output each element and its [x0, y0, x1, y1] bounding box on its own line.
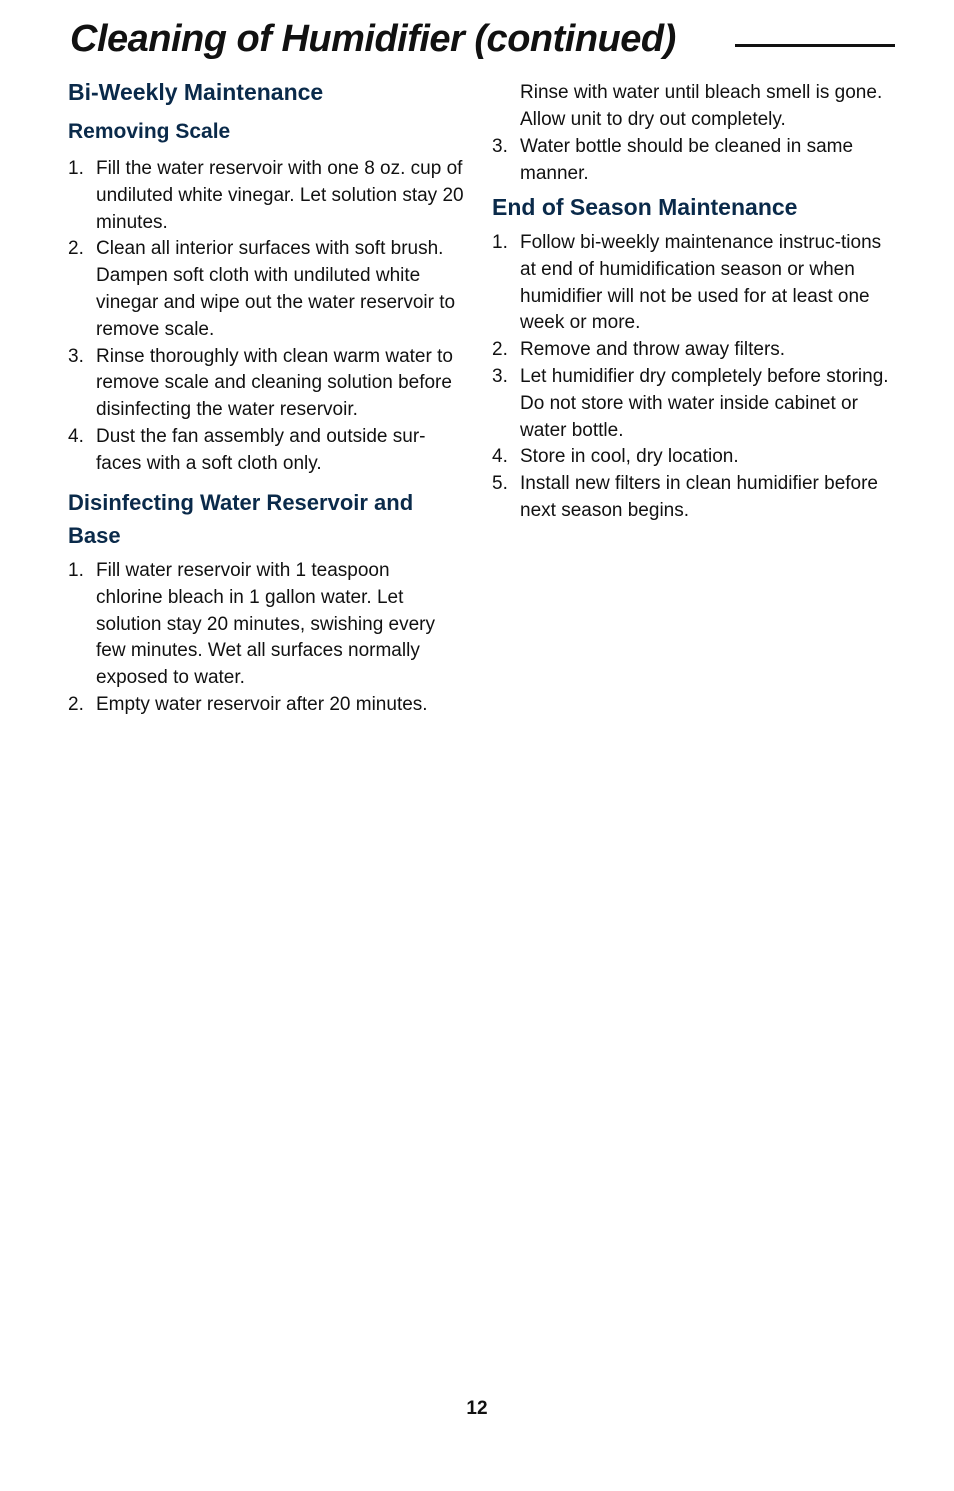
list-item	[68, 692, 440, 719]
list-item	[68, 344, 468, 424]
continued-text: Rinse with water until bleach smell is gone. Allow unit to dry out completely.	[520, 82, 883, 130]
item-number: 3.	[492, 365, 508, 387]
title-rule	[735, 44, 895, 47]
list-item	[492, 337, 897, 364]
list-item	[492, 444, 897, 471]
item-text: Water bottle should be cleaned in same manner.	[520, 136, 854, 184]
item-number: 5.	[492, 473, 508, 495]
list-item	[492, 134, 897, 188]
biweekly-heading: Bi-Weekly Maintenance	[68, 79, 324, 105]
item-number: 1.	[68, 158, 84, 179]
item-number: 2.	[68, 693, 84, 715]
list-item	[68, 236, 468, 343]
page-number: 12	[466, 1398, 488, 1419]
page-title: Cleaning of Humidifier (continued)	[70, 18, 676, 60]
item-number: 3.	[492, 136, 508, 157]
item-text: Fill water reservoir with 1 teaspoon chlorine bleach in 1 gallon water. Let solution stay 20 minutes, swishing every few minutes. Wet all surfaces normally exposed to water.	[96, 560, 435, 689]
item-text: Fill the water reservoir with one 8 oz. cup of undiluted white vinegar. Let solution stay 20 minutes.	[96, 158, 464, 233]
list-item	[68, 156, 468, 236]
item-number: 3.	[68, 345, 84, 367]
list-item	[68, 424, 468, 478]
item-number: 1.	[68, 560, 84, 581]
item-text: Rinse thoroughly with clean warm water to remove scale and cleaning solution before disinfecting the water reservoir.	[96, 345, 453, 421]
end-of-season-heading: End of Season Maintenance	[492, 194, 798, 220]
disinfecting-heading: Disinfecting Water Reservoir and Base	[68, 490, 414, 548]
list-item	[492, 364, 897, 444]
item-text: Dust the fan assembly and outside sur-faces with a soft cloth only.	[96, 425, 426, 474]
item-text: Remove and throw away filters.	[520, 339, 786, 361]
list-item	[492, 230, 897, 337]
disinfecting-list-continued	[492, 134, 897, 188]
item-number: 4.	[492, 446, 508, 468]
disinfecting-list	[68, 558, 440, 719]
end-of-season-list	[492, 230, 897, 525]
item-text: Follow bi-weekly maintenance instruc-tions at end of humidification season or when humidifier will not be used for at least one week or more.	[520, 232, 882, 334]
item-text: Install new filters in clean humidifier before next season begins.	[520, 473, 879, 521]
item-text: Store in cool, dry location.	[520, 446, 739, 468]
list-item	[68, 558, 440, 692]
removing-scale-heading: Removing Scale	[68, 120, 231, 143]
removing-scale-list	[68, 156, 468, 478]
item-text: Clean all interior surfaces with soft brush. Dampen soft cloth with undiluted white vinegar and wipe out the water reservoir to remove scale.	[96, 238, 456, 340]
list-item	[492, 471, 897, 525]
item-number: 2.	[68, 238, 84, 260]
item-number: 2.	[492, 339, 508, 361]
item-text: Empty water reservoir after 20 minutes.	[96, 693, 428, 715]
item-text: Let humidifier dry completely before storing. Do not store with water inside cabinet or water bottle.	[520, 365, 889, 441]
item-number: 4.	[68, 425, 84, 447]
item-number: 1.	[492, 232, 508, 253]
